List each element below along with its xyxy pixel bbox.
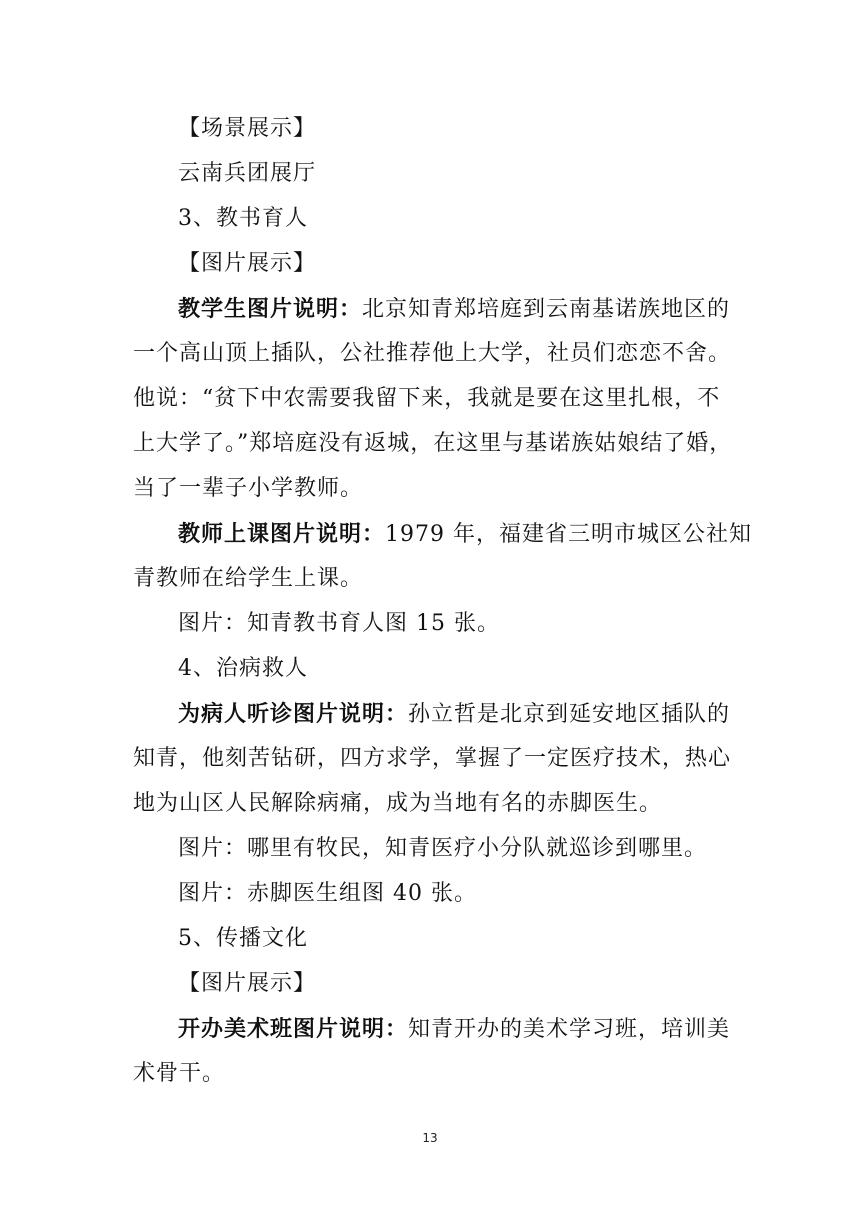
section-heading-culture: 5、传播文化 (178, 926, 308, 951)
paragraph-line: 地为山区人民解除病痛，成为当地有名的赤脚医生。 (133, 791, 663, 816)
page-number: 13 (422, 1131, 438, 1145)
paragraph-line: 术骨干。 (133, 1061, 226, 1086)
paragraph-line: 当了一辈子小学教师。 (133, 476, 364, 501)
paragraph-line: 上大学了。”郑培庭没有返城，在这里与基诺族姑娘结了婚， (133, 431, 733, 456)
paragraph-line: 云南兵团展厅 (178, 161, 317, 186)
caption-label: 教师上课图片说明： (178, 521, 386, 547)
section-heading-pictures: 【图片展示】 (178, 971, 317, 996)
caption-text: 孙立哲是北京到延安地区插队的 (408, 702, 731, 727)
section-heading-scene: 【场景展示】 (178, 116, 317, 141)
paragraph-line (178, 1014, 778, 1045)
paragraph-line: 图片：知青教书育人图 15 张。 (178, 611, 500, 636)
caption-label: 教学生图片说明： (178, 296, 363, 322)
paragraph-line: 青教师在给学生上课。 (133, 566, 364, 591)
caption-label: 为病人听诊图片说明： (178, 701, 409, 727)
section-heading-medical: 4、治病救人 (178, 656, 308, 681)
paragraph-line: 图片：哪里有牧民，知青医疗小分队就巡诊到哪里。 (178, 836, 708, 861)
section-heading-teaching: 3、教书育人 (178, 206, 308, 231)
paragraph-line (178, 519, 778, 550)
paragraph-line: 一个高山顶上插队，公社推荐他上大学，社员们恋恋不舍。 (133, 341, 732, 366)
paragraph-line (178, 294, 778, 325)
caption-text: 北京知青郑培庭到云南基诺族地区的 (362, 297, 731, 322)
paragraph-line: 他说：“贫下中农需要我留下来，我就是要在这里扎根，不 (133, 386, 721, 411)
section-heading-pictures: 【图片展示】 (178, 251, 317, 276)
caption-text: 1979 年，福建省三明市城区公社知 (385, 522, 752, 547)
paragraph-line: 图片：赤脚医生组图 40 张。 (178, 881, 477, 906)
caption-text: 知青开办的美术学习班，培训美 (408, 1017, 731, 1042)
caption-label: 开办美术班图片说明： (178, 1016, 409, 1042)
paragraph-line: 知青，他刻苦钻研，四方求学，掌握了一定医疗技术，热心 (133, 746, 732, 771)
paragraph-line (178, 699, 778, 730)
